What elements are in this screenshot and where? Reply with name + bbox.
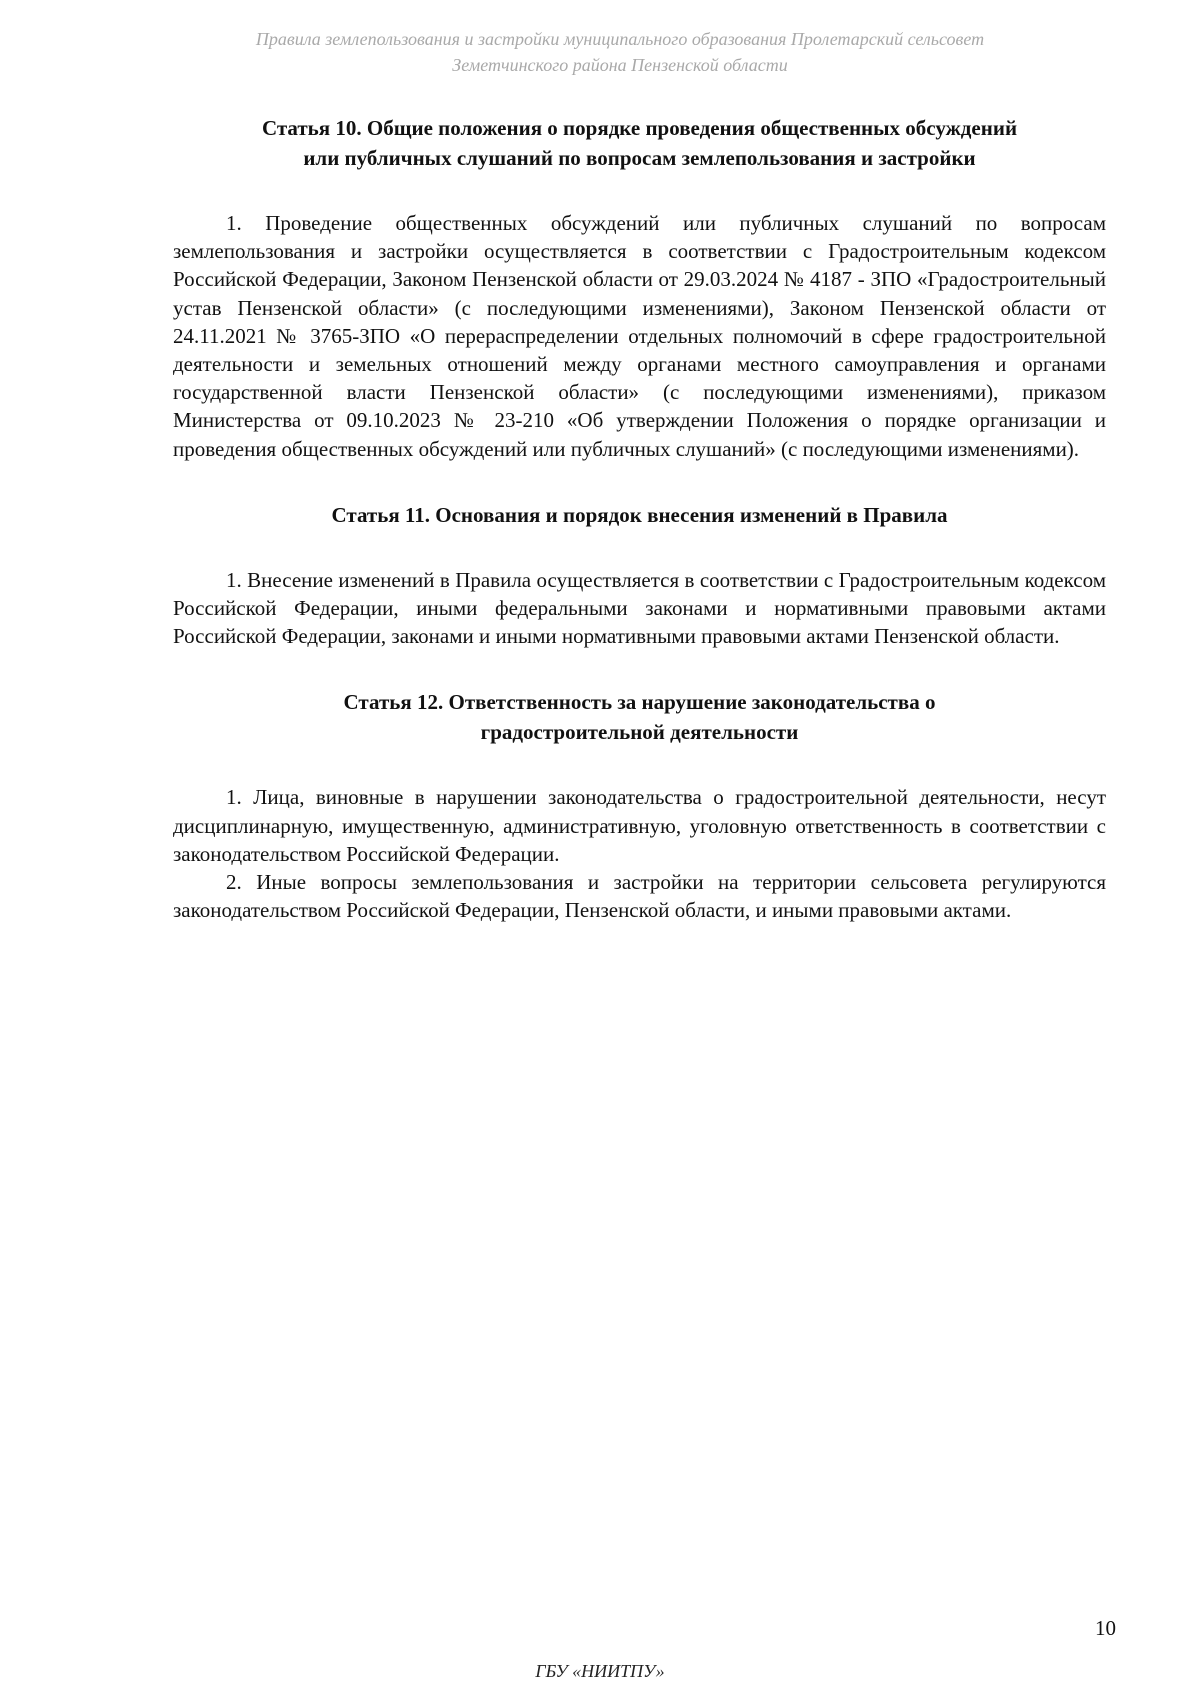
running-header-line-1: Правила землепользования и застройки муниципального образования Пролетарский сельсовет xyxy=(255,29,985,49)
article-10 xyxy=(173,113,1106,463)
article-11-heading xyxy=(173,500,1106,530)
article-12-paragraph-2: 2. Иные вопросы землепользования и застройки на территории сельсовета регулируются законодательством Российской Федерации, Пензенской области, и иными правовыми актами. xyxy=(173,870,1106,923)
article-10-heading-line-2: или публичных слушаний по вопросам землепользования и застройки xyxy=(303,146,976,170)
running-header-line-2: Земетчинского района Пензенской области xyxy=(452,55,788,75)
article-12 xyxy=(173,687,1106,924)
article-11 xyxy=(173,500,1106,651)
article-10-paragraph-1: 1. Проведение общественных обсуждений или публичных слушаний по вопросам землепользования и застройки осуществляется в соответствии с Градостроительным кодексом Российской Федерации, Законом Пензенской области от 29.03.2024 № 4187 - ЗПО «Градостроительный устав Пензенской области» (с последующими изменениями), Законом Пензенской области от 24.11.2021 № 3765-ЗПО «О перераспределении отдельных полномочий в сфере градостроительной деятельности и земельных отношений между органами местного самоуправления и органами государственной власти Пензенской области» (с последующими изменениями), приказом Министерства от 09.10.2023 № 23-210 «Об утверждении Положения о порядке организации и проведения общественных обсуждений или публичных слушаний» (с последующими изменениями). xyxy=(173,211,1106,461)
article-12-paragraph-1: 1. Лица, виновные в нарушении законодательства о градостроительной деятельности, несут дисциплинарную, имущественную, административную, уголовную ответственность в соответствии с законодательством Российской Федерации. xyxy=(173,785,1106,866)
article-12-heading-line-2: градостроительной деятельности xyxy=(480,720,799,745)
footer-organization: ГБУ «НИИТПУ» xyxy=(535,1661,665,1681)
article-11-paragraph-1: 1. Внесение изменений в Правила осуществляется в соответствии с Градостроительным кодексом Российской Федерации, иными федеральными законами и нормативными правовыми актами Российской Федерации, законами и иными нормативными правовыми актами Пензенской области. xyxy=(173,567,1106,649)
article-10-heading xyxy=(173,113,1106,173)
article-12-heading-line-1: Статья 12. Ответственность за нарушение законодательства о xyxy=(343,690,936,715)
article-10-heading-line-1: Статья 10. Общие положения о порядке проведения общественных обсуждений xyxy=(261,116,1018,140)
article-12-heading xyxy=(173,687,1106,747)
running-header xyxy=(160,26,1080,78)
article-11-heading-line-1: Статья 11. Основания и порядок внесения изменений в Правила xyxy=(331,502,948,527)
document-body xyxy=(173,113,1106,924)
page-number: 10 xyxy=(1095,1616,1116,1640)
